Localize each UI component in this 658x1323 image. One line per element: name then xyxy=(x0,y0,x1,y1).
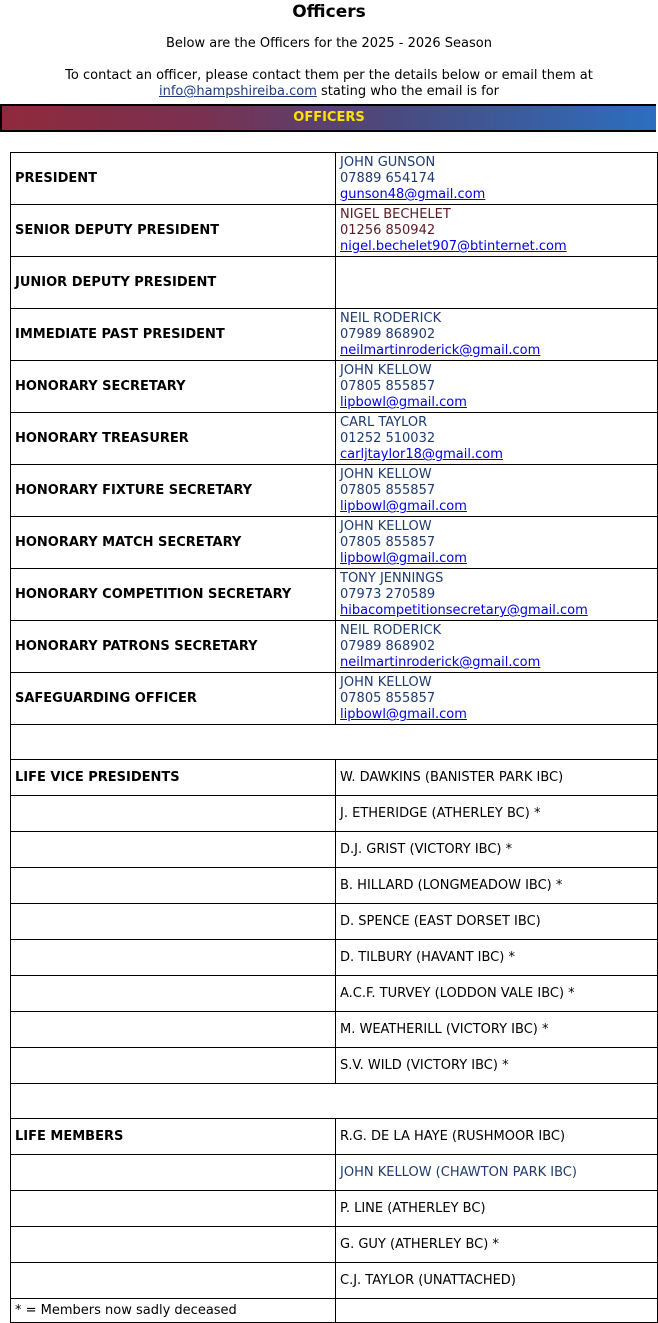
role-label: JUNIOR DEPUTY PRESIDENT xyxy=(11,257,336,309)
officer-phone: 01252 510032 xyxy=(340,431,436,446)
empty-cell xyxy=(11,796,336,832)
role-label: HONORARY SECRETARY xyxy=(11,361,336,413)
role-label: HONORARY PATRONS SECRETARY xyxy=(11,621,336,673)
empty-cell xyxy=(11,1155,336,1191)
officer-row-honorary-patrons-secretary xyxy=(11,621,658,673)
empty-cell xyxy=(11,1227,336,1263)
officer-details xyxy=(336,413,658,465)
contact-text: To contact an officer, please contact them per the details below or email them at xyxy=(65,68,593,83)
deceased-footnote: * = Members now sadly deceased xyxy=(11,1299,336,1323)
life-vice-president-row xyxy=(11,760,658,796)
role-label: HONORARY TREASURER xyxy=(11,413,336,465)
life-vice-president-row xyxy=(11,976,658,1012)
officer-phone: 07805 855857 xyxy=(340,483,436,498)
life-member-row xyxy=(11,1263,658,1299)
role-label: HONORARY MATCH SECRETARY xyxy=(11,517,336,569)
officer-phone: 07989 868902 xyxy=(340,327,436,342)
officer-email-link[interactable]: lipbowl@gmail.com xyxy=(340,707,467,722)
officer-email-link[interactable]: neilmartinroderick@gmail.com xyxy=(340,343,541,358)
role-label: SENIOR DEPUTY PRESIDENT xyxy=(11,205,336,257)
empty-cell xyxy=(11,1263,336,1299)
officer-phone: 07805 855857 xyxy=(340,691,436,706)
officer-details xyxy=(336,517,658,569)
officer-email-link[interactable]: nigel.bechelet907@btinternet.com xyxy=(340,239,567,254)
officer-row-honorary-match-secretary xyxy=(11,517,658,569)
life-vice-president-row xyxy=(11,940,658,976)
officer-row-immediate-past-president xyxy=(11,309,658,361)
officer-name: NEIL RODERICK xyxy=(340,311,442,326)
empty-cell xyxy=(11,904,336,940)
life-vice-president-row xyxy=(11,832,658,868)
member-entry: D.J. GRIST (VICTORY IBC) * xyxy=(336,832,658,868)
officer-row-honorary-secretary xyxy=(11,361,658,413)
member-entry: D. TILBURY (HAVANT IBC) * xyxy=(336,940,658,976)
empty-cell xyxy=(11,1191,336,1227)
officer-name: JOHN KELLOW xyxy=(340,363,432,378)
section-label-life-vice-presidents: LIFE VICE PRESIDENTS xyxy=(11,760,336,796)
officer-row-president xyxy=(11,153,658,205)
officer-details-empty xyxy=(336,257,658,309)
officer-name: NEIL RODERICK xyxy=(340,623,442,638)
empty-cell xyxy=(11,976,336,1012)
footnote-row xyxy=(11,1299,658,1323)
life-vice-president-row xyxy=(11,1048,658,1084)
member-entry: W. DAWKINS (BANISTER PARK IBC) xyxy=(336,760,658,796)
life-vice-president-row xyxy=(11,868,658,904)
officer-phone: 07805 855857 xyxy=(340,535,436,550)
page-title: Officers xyxy=(292,2,366,22)
officer-email-link[interactable]: lipbowl@gmail.com xyxy=(340,499,467,514)
member-entry: B. HILLARD (LONGMEADOW IBC) * xyxy=(336,868,658,904)
officer-phone: 01256 850942 xyxy=(340,223,436,238)
section-label-life-members: LIFE MEMBERS xyxy=(11,1119,336,1155)
officer-name: JOHN KELLOW xyxy=(340,675,432,690)
member-entry: P. LINE (ATHERLEY BC) xyxy=(336,1191,658,1227)
member-entry: J. ETHERIDGE (ATHERLEY BC) * xyxy=(336,796,658,832)
empty-cell xyxy=(336,1299,658,1323)
officer-name: TONY JENNINGS xyxy=(340,571,444,586)
contact-email-link[interactable]: info@hampshireiba.com xyxy=(158,84,317,99)
officer-phone: 07989 868902 xyxy=(340,639,436,654)
officer-email-link[interactable]: hibacompetitionsecretary@gmail.com xyxy=(340,603,588,618)
officer-row-junior-deputy-president xyxy=(11,257,658,309)
empty-cell xyxy=(11,832,336,868)
officer-row-senior-deputy-president xyxy=(11,205,658,257)
life-member-row xyxy=(11,1119,658,1155)
officer-row-honorary-competition-secretary xyxy=(11,569,658,621)
life-member-row xyxy=(11,1227,658,1263)
spacer-cell xyxy=(11,1084,658,1119)
officer-row-honorary-treasurer xyxy=(11,413,658,465)
officers-table xyxy=(10,152,658,1323)
officer-email-link[interactable]: lipbowl@gmail.com xyxy=(340,551,467,566)
empty-cell xyxy=(11,868,336,904)
officer-details xyxy=(336,569,658,621)
officer-phone: 07973 270589 xyxy=(340,587,436,602)
member-entry: A.C.F. TURVEY (LODDON VALE IBC) * xyxy=(336,976,658,1012)
spacer-row xyxy=(11,1084,658,1119)
officer-name: JOHN KELLOW xyxy=(340,467,432,482)
life-vice-president-row xyxy=(11,796,658,832)
role-label: HONORARY FIXTURE SECRETARY xyxy=(11,465,336,517)
contact-instructions xyxy=(0,68,658,100)
officer-row-safeguarding-officer xyxy=(11,673,658,725)
officer-details xyxy=(336,465,658,517)
officer-details xyxy=(336,153,658,205)
officer-details xyxy=(336,673,658,725)
spacer-row xyxy=(11,725,658,760)
role-label: PRESIDENT xyxy=(11,153,336,205)
contact-suffix: stating who the email is for xyxy=(321,84,500,99)
role-label: IMMEDIATE PAST PRESIDENT xyxy=(11,309,336,361)
life-member-row xyxy=(11,1191,658,1227)
empty-cell xyxy=(11,1048,336,1084)
role-label: HONORARY COMPETITION SECRETARY xyxy=(11,569,336,621)
officer-email-link[interactable]: gunson48@gmail.com xyxy=(340,187,486,202)
spacer-cell xyxy=(11,725,658,760)
officer-row-honorary-fixture-secretary xyxy=(11,465,658,517)
officer-email-link[interactable]: neilmartinroderick@gmail.com xyxy=(340,655,541,670)
member-entry: M. WEATHERILL (VICTORY IBC) * xyxy=(336,1012,658,1048)
officer-details xyxy=(336,205,658,257)
officer-phone: 07889 654174 xyxy=(340,171,436,186)
empty-cell xyxy=(11,1012,336,1048)
role-label: SAFEGUARDING OFFICER xyxy=(11,673,336,725)
officer-details xyxy=(336,361,658,413)
member-entry: S.V. WILD (VICTORY IBC) * xyxy=(336,1048,658,1084)
officer-details xyxy=(336,309,658,361)
member-entry: C.J. TAYLOR (UNATTACHED) xyxy=(336,1263,658,1299)
member-entry: G. GUY (ATHERLEY BC) * xyxy=(336,1227,658,1263)
officer-email-link[interactable]: carljtaylor18@gmail.com xyxy=(340,447,503,462)
empty-cell xyxy=(11,940,336,976)
officer-name: JOHN KELLOW xyxy=(340,519,432,534)
life-member-row xyxy=(11,1155,658,1191)
officer-details xyxy=(336,621,658,673)
member-entry: D. SPENCE (EAST DORSET IBC) xyxy=(336,904,658,940)
season-subtitle: Below are the Officers for the 2025 - 2026 Season xyxy=(166,36,492,51)
officer-email-link[interactable]: lipbowl@gmail.com xyxy=(340,395,467,410)
officer-name: CARL TAYLOR xyxy=(340,415,428,430)
life-vice-president-row xyxy=(11,904,658,940)
member-entry: R.G. DE LA HAYE (RUSHMOOR IBC) xyxy=(336,1119,658,1155)
officer-name: JOHN GUNSON xyxy=(340,155,436,170)
officers-banner: OFFICERS xyxy=(0,104,656,132)
life-vice-president-row xyxy=(11,1012,658,1048)
officer-phone: 07805 855857 xyxy=(340,379,436,394)
member-entry: JOHN KELLOW (CHAWTON PARK IBC) xyxy=(336,1155,658,1191)
officer-name: NIGEL BECHELET xyxy=(340,207,451,222)
